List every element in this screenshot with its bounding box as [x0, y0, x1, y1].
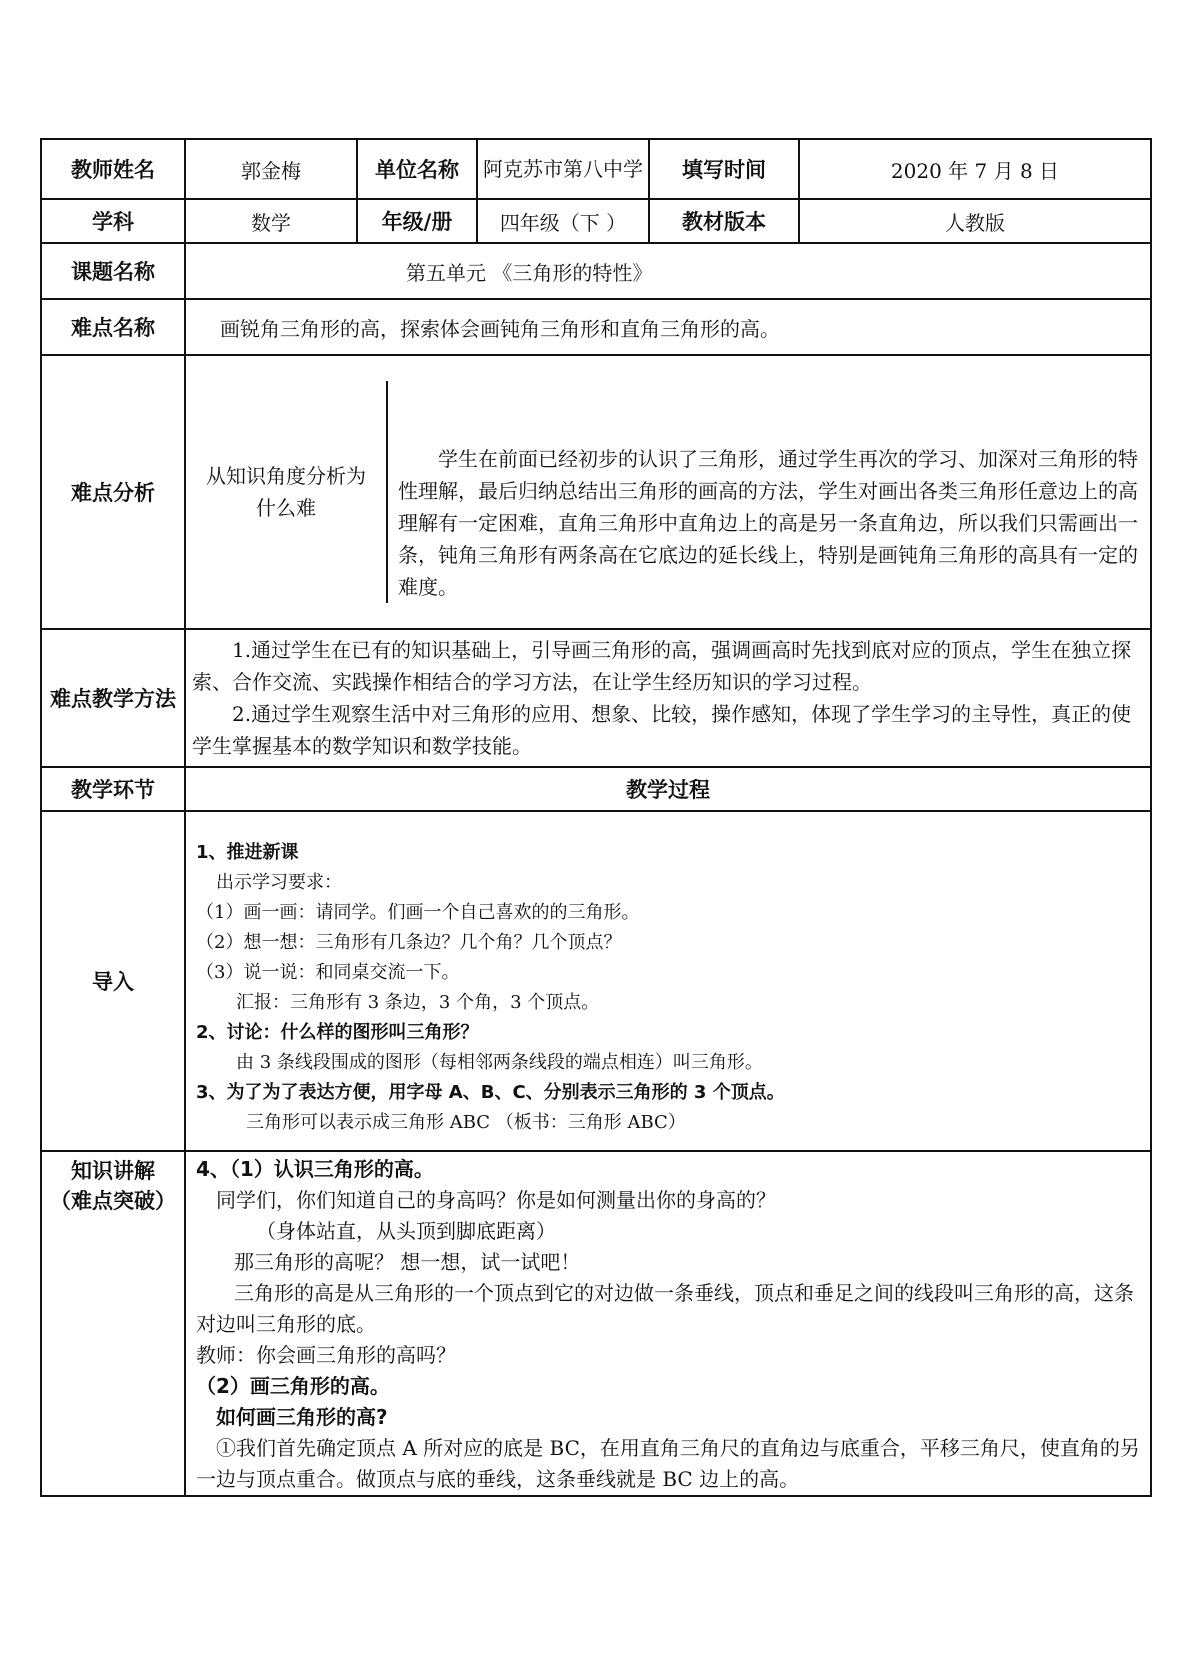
intro-line-6: 汇报：三角形有 3 条边，3 个角，3 个顶点。 — [236, 992, 600, 1013]
analysis-sub-label: 从知识角度分析为什么难 — [186, 381, 387, 603]
intro-line-7: 2、讨论：什么样的图形叫三角形？ — [196, 1022, 479, 1043]
knowledge-line-2: 同学们，你们知道自己的身高吗？你是如何测量出你的身高的？ — [216, 1188, 776, 1212]
knowledge-line-1: 4、（1）认识三角形的高。 — [196, 1157, 434, 1181]
topic-label: 课题名称 — [41, 243, 185, 299]
knowledge-sub-label: （难点突破） — [50, 1189, 176, 1213]
method-paragraph-1: 1.通过学生在已有的知识基础上，引导画三角形的高，强调画高时先找到底对应的顶点，学生在独立探索、合作交流、实践操作相结合的学习方法，在让学生经历知识的学习过程。 — [192, 638, 1132, 694]
intro-line-2: 出示学习要求： — [216, 872, 342, 893]
date-value: 2020 年 7 月 8 日 — [799, 139, 1151, 199]
knowledge-line-5: 三角形的高是从三角形的一个顶点到它的对边做一条垂线，顶点和垂足之间的线段叫三角形的高，这条对边叫三角形的底。 — [196, 1281, 1134, 1336]
analysis-label: 难点分析 — [41, 355, 185, 629]
knowledge-line-9: ①我们首先确定顶点 A 所对应的底是 BC，在用直角三角尺的直角边与底重合，平移三角尺，使直角的另一边与顶点重合。做顶点与底的垂线，这条垂线就是 BC 边上的高。 — [196, 1436, 1140, 1491]
topic-value: 第五单元 《三角形的特性》 — [185, 243, 1151, 299]
grade-label: 年级/册 — [357, 199, 477, 243]
intro-row — [41, 811, 1151, 1151]
difficulty-value: 画锐角三角形的高，探索体会画钝角三角形和直角三角形的高。 — [185, 299, 1151, 355]
subject-value: 数学 — [185, 199, 357, 243]
method-label: 难点教学方法 — [41, 629, 185, 767]
intro-line-3: （1）画一画：请同学。们画一个自己喜欢的的三角形。 — [196, 902, 640, 923]
intro-line-1: 1、推进新课 — [196, 842, 299, 863]
header-row-2 — [41, 199, 1151, 243]
process-right-header: 教学过程 — [185, 767, 1151, 811]
intro-line-4: （2）想一想：三角形有几条边？几个角？几个顶点？ — [196, 932, 622, 953]
grade-value: 四年级（下 ） — [477, 199, 649, 243]
knowledge-row — [41, 1151, 1151, 1496]
method-paragraph-2: 2.通过学生观察生活中对三角形的应用、想象、比较，操作感知，体现了学生学习的主导性，真正的使学生掌握基本的数学知识和数学技能。 — [192, 702, 1132, 758]
edition-value: 人教版 — [799, 199, 1151, 243]
analysis-inner-table — [186, 381, 1150, 603]
knowledge-line-6: 教师：你会画三角形的高吗？ — [196, 1343, 456, 1367]
knowledge-line-4: 那三角形的高呢？ 想一想，试一试吧！ — [234, 1250, 581, 1274]
unit-value: 阿克苏市第八中学 — [477, 139, 649, 199]
lesson-plan-table — [40, 138, 1152, 1497]
unit-label: 单位名称 — [357, 139, 477, 199]
subject-label: 学科 — [41, 199, 185, 243]
teacher-label: 教师姓名 — [41, 139, 185, 199]
edition-label: 教材版本 — [649, 199, 799, 243]
process-left-header: 教学环节 — [41, 767, 185, 811]
intro-label: 导入 — [41, 811, 185, 1151]
difficulty-row — [41, 299, 1151, 355]
date-label: 填写时间 — [649, 139, 799, 199]
knowledge-line-8: 如何画三角形的高? — [216, 1405, 388, 1429]
knowledge-line-3: （身体站直，从头顶到脚底距离） — [256, 1219, 556, 1243]
knowledge-line-7: （2）画三角形的高。 — [196, 1374, 390, 1398]
process-header-row — [41, 767, 1151, 811]
intro-line-8: 由 3 条线段围成的图形（每相邻两条线段的端点相连）叫三角形。 — [236, 1052, 763, 1073]
topic-row — [41, 243, 1151, 299]
intro-line-10: 三角形可以表示成三角形 ABC （板书：三角形 ABC） — [246, 1112, 686, 1133]
difficulty-label: 难点名称 — [41, 299, 185, 355]
method-row — [41, 629, 1151, 767]
analysis-row — [41, 355, 1151, 629]
intro-line-9: 3、为了为了表达方便，用字母 A、B、C、分别表示三角形的 3 个顶点。 — [196, 1082, 785, 1103]
knowledge-label: 知识讲解 — [71, 1159, 155, 1183]
teacher-value: 郭金梅 — [185, 139, 357, 199]
analysis-text: 学生在前面已经初步的认识了三角形，通过学生再次的学习、加深对三角形的特性理解，最后归纳总结出三角形的画高的方法，学生对画出各类三角形任意边上的高理解有一定困难，直角三角形中直角边上的高是另一条直角边，所以我们只需画出一条，钝角三角形有两条高在它底边的延长线上，特别是画钝角三角形的高具有一定的难度。 — [398, 447, 1138, 599]
intro-line-5: （3）说一说：和同桌交流一下。 — [196, 962, 460, 983]
header-row-1 — [41, 139, 1151, 199]
